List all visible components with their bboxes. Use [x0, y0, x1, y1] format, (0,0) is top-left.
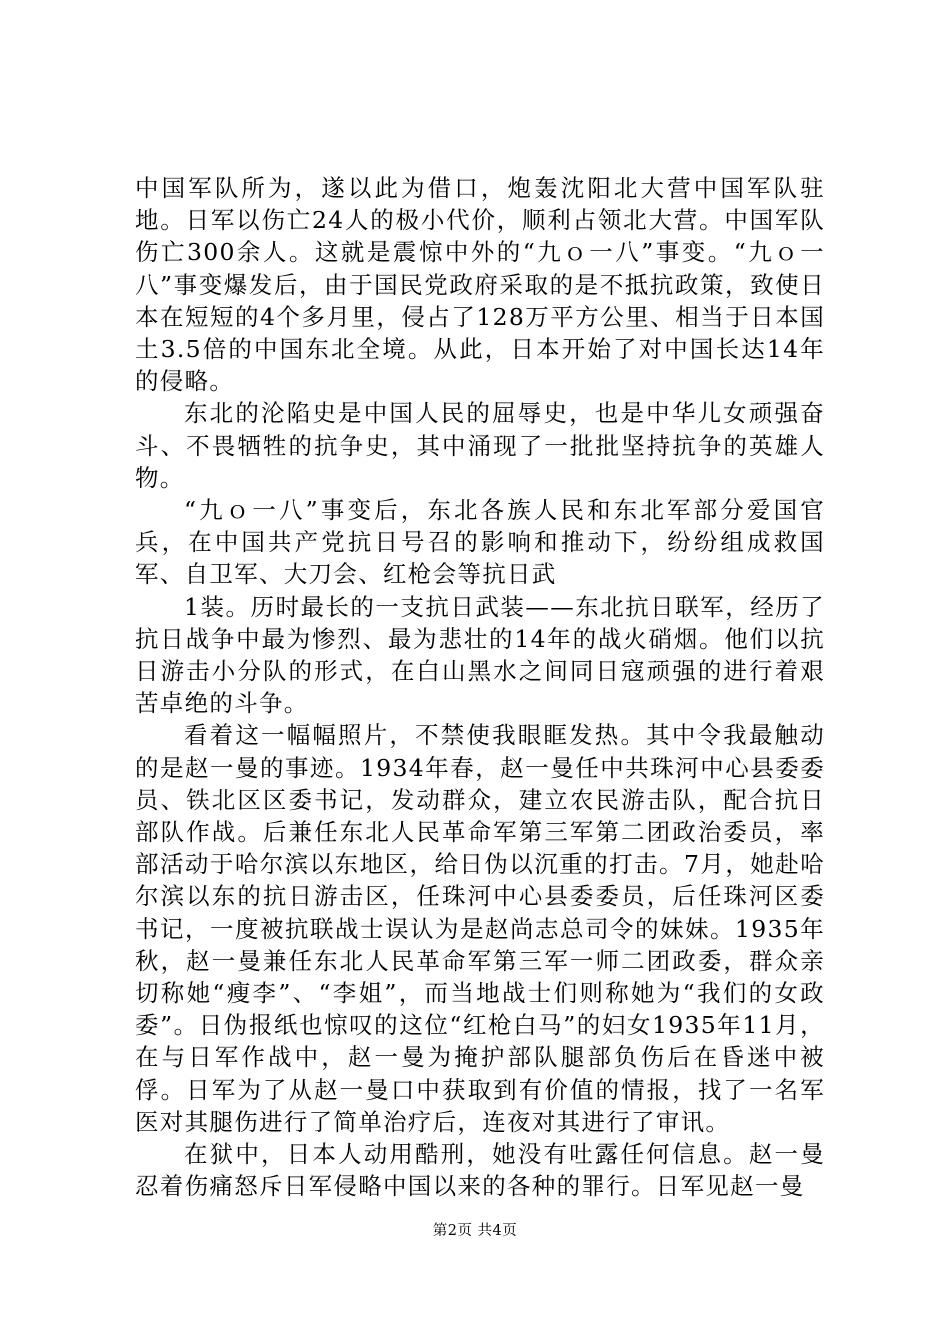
paragraph-3: “九ｏ一八”事变后，东北各族人民和东北军部分爱国官兵，在中国共产党抗日号召的影响和推动下，纷纷组成救国军、自卫军、大刀会、红枪会等抗日武	[135, 496, 825, 589]
paragraph-6: 在狱中，日本人动用酷刑，她没有吐露任何信息。赵一曼忍着伤痛怒斥日军侵略中国以来的各种的罪行。日军见赵一曼	[135, 1140, 825, 1201]
paragraph-4: 1装。历时最长的一支抗日武装——东北抗日联军，经历了抗日战争中最为惨烈、最为悲壮的14年的战火硝烟。他们以抗日游击小分队的形式，在白山黑水之间同日寇顽强的进行着艰苦卓绝的斗争。	[135, 592, 825, 718]
paragraph-2: 东北的沦陷史是中国人民的屈辱史，也是中华儿女顽强奋斗、不畏牺牲的抗争史，其中涌现了一批批坚持抗争的英雄人物。	[135, 399, 825, 492]
page-number-footer: 第2页 共4页	[432, 1223, 518, 1239]
paragraph-1: 中国军队所为，遂以此为借口，炮轰沈阳北大营中国军队驻地。日军以伤亡24人的极小代价，顺利占领北大营。中国军队伤亡300余人。这就是震惊中外的“九ｏ一八”事变。“九ｏ一八”事变爆发后，由于国民党政府采取的是不抵抗政策，致使日本在短短的4个多月里，侵占了128万平方公里、相当于日本国土3.5倍的中国东北全境。从此，日本开始了对中国长达14年的侵略。	[135, 174, 825, 396]
document-body	[135, 172, 825, 1203]
paragraph-5: 看着这一幅幅照片，不禁使我眼眶发热。其中令我最触动的是赵一曼的事迹。1934年春，赵一曼任中共珠河中心县委委员、铁北区区委书记，发动群众，建立农民游击队，配合抗日部队作战。后兼任东北人民革命军第三军第二团政治委员，率部活动于哈尔滨以东地区，给日伪以沉重的打击。7月，她赴哈尔滨以东的抗日游击区，任珠河中心县委委员，后任珠河区委书记，一度被抗联战士误认为是赵尚志总司令的妹妹。1935年秋，赵一曼兼任东北人民革命军第三军一师二团政委，群众亲切称她“瘦李”、“李姐”，而当地战士们则称她为“我们的女政委”。日伪报纸也惊叹的这位“红枪白马”的妇女1935年11月，在与日军作战中，赵一曼为掩护部队腿部负伤后在昏迷中被俘。日军为了从赵一曼口中获取到有价值的情报，找了一名军医对其腿伤进行了简单治疗后，连夜对其进行了审讯。	[135, 721, 825, 1136]
